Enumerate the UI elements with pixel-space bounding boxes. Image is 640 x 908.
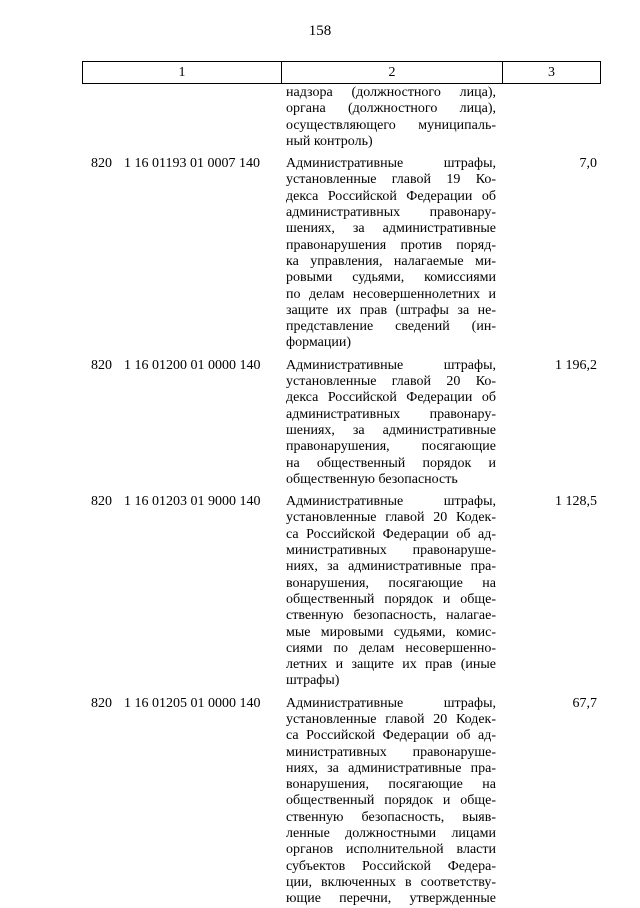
description-line: на общественный порядок и — [286, 455, 496, 471]
admin-code: 820 — [91, 494, 112, 510]
admin-code — [91, 85, 124, 150]
budget-classification-code: 1 16 01203 01 9000 140 — [124, 494, 261, 510]
description-line: представление сведений (ин- — [286, 319, 496, 335]
description-cell — [281, 494, 502, 690]
description-line: декса Российской Федерации об — [286, 188, 496, 204]
description-line: общественную безопасность — [286, 471, 458, 487]
admin-code: 820 — [91, 156, 112, 172]
description-line: субъектов Российской Федера- — [286, 858, 496, 874]
admin-code: 820 — [91, 695, 112, 711]
description-line: ниях, за административные пра- — [286, 559, 496, 575]
admin-code: 820 — [91, 357, 112, 373]
description-cell — [281, 85, 502, 150]
description-line: вонарушения, посягающие на — [286, 777, 496, 793]
budget-classification-code: 1 16 01193 01 0007 140 — [124, 156, 260, 172]
table-row — [82, 696, 601, 908]
description-line: министративных правонаруше- — [286, 744, 496, 760]
table-header — [82, 61, 601, 84]
code-cell — [82, 156, 281, 352]
header-col-3: 3 — [548, 65, 555, 80]
description-line: общественный порядок и обще- — [286, 591, 496, 607]
table-row — [82, 358, 601, 488]
description-cell — [281, 696, 502, 908]
description-line: ровыми судьями, комиссиями — [286, 270, 496, 286]
description-line: административных правонару- — [286, 406, 496, 422]
description-line: вонарушения, посягающие на — [286, 575, 496, 591]
description-line: Административные штрафы, — [286, 156, 496, 172]
description-line: декса Российской Федерации об — [286, 390, 496, 406]
description-line: административных правонару- — [286, 205, 496, 221]
description-line: ющие перечни, утвержденные — [286, 891, 496, 907]
description-cell — [281, 358, 502, 488]
budget-classification-code: 1 16 01200 01 0000 140 — [124, 357, 261, 373]
description-line: формации) — [286, 335, 351, 351]
description-line: по делам несовершеннолетних и — [286, 286, 496, 302]
description-line: летних и защите их прав (иные — [286, 657, 496, 673]
description-line: правонарушения, посягающие — [286, 439, 496, 455]
description-line: министративных правонаруше- — [286, 543, 496, 559]
code-cell — [82, 494, 281, 690]
description-line: осуществляющего муниципаль- — [286, 117, 496, 133]
sum-cell: 1 196,2 — [555, 357, 597, 373]
table-row — [82, 494, 601, 690]
code-cell — [82, 358, 281, 488]
description-line: ленные должностными лицами — [286, 826, 496, 842]
description-cell — [281, 156, 502, 352]
description-line: ниях, за административные пра- — [286, 760, 496, 776]
description-line: ный контроль) — [286, 133, 373, 149]
description-line: сиями по делам несовершенно- — [286, 640, 496, 656]
description-line: са Российской Федерации об ад- — [286, 728, 496, 744]
sum-cell: 7,0 — [579, 156, 597, 172]
description-line: установленные главой 20 Кодек- — [286, 711, 496, 727]
description-line: са Российской Федерации об ад- — [286, 526, 496, 542]
description-line: Административные штрафы, — [286, 357, 496, 373]
description-line: ственную безопасность, налагае- — [286, 608, 496, 624]
code-cell — [82, 85, 281, 150]
description-line: Административные штрафы, — [286, 494, 496, 510]
description-line: штрафы) — [286, 673, 340, 689]
description-line: органов исполнительной власти — [286, 842, 496, 858]
code-cell — [82, 696, 281, 908]
header-col-2: 2 — [282, 62, 503, 83]
page-number: 158 — [308, 23, 332, 39]
description-line: правонарушения против поряд- — [286, 237, 496, 253]
budget-classification-code: 1 16 01205 01 0000 140 — [124, 695, 261, 711]
description-line: общественный порядок и обще- — [286, 793, 496, 809]
description-line: установленные главой 20 Ко- — [286, 374, 496, 390]
description-line: надзора (должностного лица), — [286, 85, 496, 100]
table-body — [82, 85, 601, 908]
description-line: ка управления, налагаемые ми- — [286, 253, 496, 269]
header-col-1: 1 — [83, 62, 282, 83]
sum-cell — [502, 85, 601, 150]
description-line: шениях, за административные — [286, 422, 496, 438]
description-line: установленные главой 19 Ко- — [286, 172, 496, 188]
table-row — [82, 85, 601, 150]
description-line: установленные главой 20 Кодек- — [286, 510, 496, 526]
description-line: ции, включенных в соответству- — [286, 874, 496, 890]
sum-cell: 1 128,5 — [555, 494, 597, 510]
table-row — [82, 156, 601, 352]
description-line: защите их прав (штрафы за не- — [286, 302, 496, 318]
sum-cell: 67,7 — [572, 695, 597, 711]
description-line: Административные штрафы, — [286, 695, 496, 711]
description-line: ственную безопасность, выяв- — [286, 809, 496, 825]
description-line: шениях, за административные — [286, 221, 496, 237]
description-line: мые мировыми судьями, комис- — [286, 624, 496, 640]
description-line: органа (должностного лица), — [286, 101, 496, 117]
